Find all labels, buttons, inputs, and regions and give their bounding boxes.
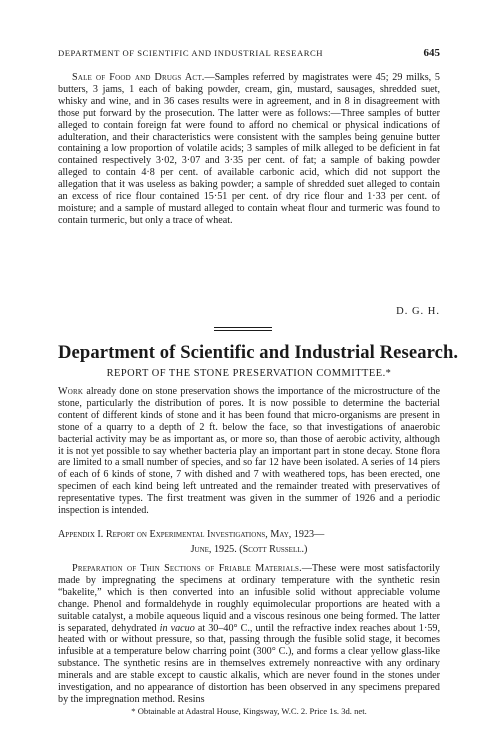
food-drugs-body: —Samples referred by magistrates were 45; 29 milks, 5 butters, 3 jams, 1 each of baking powder, cream, gin, mustard, sausages, shredded suet, whisky and wine, and in 36 cases results were in agreement, and in 8 in disagreement with those put forward by the prosecution. The latter were as follows:—Three samples of butter alleged to contain foreign fat were found to afford no chemical or physical indications of adulteration, and their characteristics were consistent with the samples being genuine butter containing a low proportion of volatile acids; 3 samples of milk alleged to be deficient in fat contained respectively 3·02, 3·07 and 3·35 per cent. of fat; a sample of baking powder alleged to contain 4·8 per cent. of available carbonic acid, which did not support the allegation that it was useless as baking powder; a sample of shredded suet alleged to contain an excess of rice flour contained 15·51 per cent. of dry rice flour and 1·33 per cent. of moisture; and a sample of mustard alleged to contain wheat flour and turmeric was found to contain turmeric, but only a trace of wheat. <box>58 72 440 226</box>
stone-intro-lead: Work <box>58 386 84 397</box>
author-initials: D. G. H. <box>396 306 440 317</box>
thin-sections-body-a: —These were most satisfactorily made by impregnating the specimens at ordinary temperature with the synthetic resin “bakelite,” which is then converted into an infusible solid without appreciable volume change. Phenol and formaldehyde in roughly equimolecular proportions are heated with a suitable catalyst, a mobile aqueous liquid and a viscous resinous one being formed. The latter is separated, dehydrated <box>58 563 440 634</box>
thin-sections-paragraph <box>58 563 440 706</box>
appendix-date: June, 1925. <box>190 544 237 555</box>
appendix-date-line <box>58 544 440 555</box>
stone-intro-paragraph <box>58 386 440 517</box>
page-number: 645 <box>423 47 440 59</box>
appendix-heading <box>58 529 440 540</box>
stone-intro-body: already done on stone preservation shows the importance of the microstructure of the stone, particularly the distribution of pores. It is now possible to determine the bacterial content of different kinds of stone and it has been found that micro-organisms are present in stone of a quarry to a depth of 2 ft. below the face, so that investigations of anaerobic bacterial activity may be as important as, or more so, than those of aerobic activity, although it is not yet possible to say whether bacteria play an important part in stone decay. Stone flora are limited to a small number of species, and so far 12 have been isolated. A series of 14 piers of each of 6 kinds of stone, 7 with dished and 7 with weathered tops, has been erected, one specimen of each kind being left untreated and the remainder treated with preservatives of representative types. The first treatment was given in the summer of 1926 and a periodic inspection is intended. <box>58 386 440 517</box>
section-title: Department of Scientific and Industrial Research. <box>58 342 459 363</box>
running-head-title: DEPARTMENT OF SCIENTIFIC AND INDUSTRIAL RESEARCH <box>58 48 324 58</box>
appendix-label: Appendix I. <box>58 529 104 540</box>
footnote: * Obtainable at Adastral House, Kingsway, W.C. 2. Price 1s. 3d. net. <box>131 706 367 716</box>
thin-sections-lead: Preparation of Thin Sections of Friable Materials. <box>72 563 302 574</box>
running-head <box>0 48 440 62</box>
food-drugs-lead: Sale of Food and Drugs Act. <box>72 72 205 83</box>
food-drugs-paragraph <box>58 72 440 227</box>
section-divider <box>214 327 272 331</box>
report-subtitle: REPORT OF THE STONE PRESERVATION COMMITTEE.* <box>106 368 392 379</box>
thin-sections-body-b: at 30–40° C., until the refractive index reaches about 1·59, heated with or without pressure, so that, passing through the fusible solid stage, it becomes infusible at a temperature below charring point (300° C.), and forms a clear yellow glass-like substance. The synthetic resins are in themselves extremely nonreactive with any ordinary minerals and are stable except to caustic alkalis, which are never found in the stones under investigation, and no appearance of distortion has been observed in any specimens prepared by the impregnation method. Resins <box>58 622 440 705</box>
appendix-title: Report on Experimental Investigations, May, 1923— <box>105 529 325 540</box>
appendix-author: (Scott Russell.) <box>239 544 308 555</box>
thin-sections-italic: in vacuo <box>159 622 195 634</box>
